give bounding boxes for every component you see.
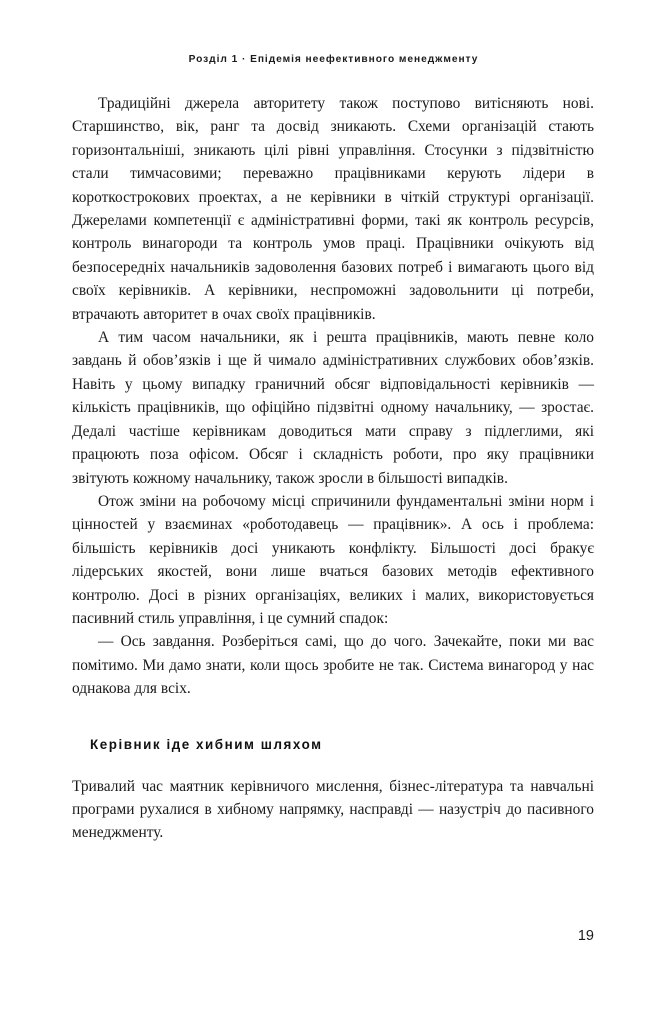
page-number: 19: [577, 928, 594, 944]
running-head: [0, 54, 667, 65]
closing-paragraph: Тривалий час маятник керівничого мислення, бізнес-література та навчальні програми рухалися в хибному напрямку, насправді — назустріч до пасивного менеджменту.: [72, 777, 594, 842]
section-heading: Керівник іде хибним шляхом: [90, 736, 323, 752]
body-paragraph-1: Традиційні джерела авторитету також поступово витісняють нові. Старшинство, вік, ранг та досвід зникають. Схеми організацій стають горизонтальніші, зникають цілі рівні управління. Стосунки з підзвітністю стали тимчасовими; переважно працівниками керують лідери в короткострокових проектах, а не керівники в чіткій структурі організації. Джерелами компетенції є адміністративні форми, такі як контроль ресурсів, контроль винагороди та контроль умов праці. Працівники очікують від безпосередніх начальників задоволення базових потреб і вимагають цього від своїх керівників. А керівники, неспроможні задовольнити ці потреби, втрачають авторитет в очах своїх працівників.: [72, 95, 594, 323]
spacer-before-heading: [72, 701, 594, 735]
text-block: [72, 92, 594, 845]
running-head-text: Розділ 1 · Епідемія неефективного менеджменту: [188, 54, 479, 65]
spacer-after-heading: [72, 755, 594, 775]
body-paragraph-3: Отож зміни на робочому місці спричинили фундаментальні зміни норм і цінностей у взаєминах «роботодавець — працівник». А ось і проблема: більшість керівників досі уникають конфлікту. Більшості досі бракує лідерських якостей, вони лише вчаться базових методів ефективного контролю. Досі в різних організаціях, великих і малих, використовується пасивний стиль управління, і це сумний спадок:: [72, 492, 594, 627]
body-paragraph-2: А тим часом начальники, як і решта працівників, мають певне коло завдань й обов’язків і ще й чимало адміністративних службових обов’язків. Навіть у цьому випадку граничний обсяг відповідальності керівників — кількість працівників, що офіційно підзвітні одному начальнику, — зростає. Дедалі частіше керівникам доводиться мати справу з підлеглими, які працюють поза офісом. Обсяг і складність роботи, про яку працівники звітують кожному начальнику, також зросли в більшості випадків.: [72, 329, 594, 487]
body-paragraph-4-quote: — Ось завдання. Розберіться самі, що до чого. Зачекайте, поки ми вас помітимо. Ми дамо знати, коли щось зробите не так. Система винагород у нас однакова для всіх.: [72, 633, 594, 698]
